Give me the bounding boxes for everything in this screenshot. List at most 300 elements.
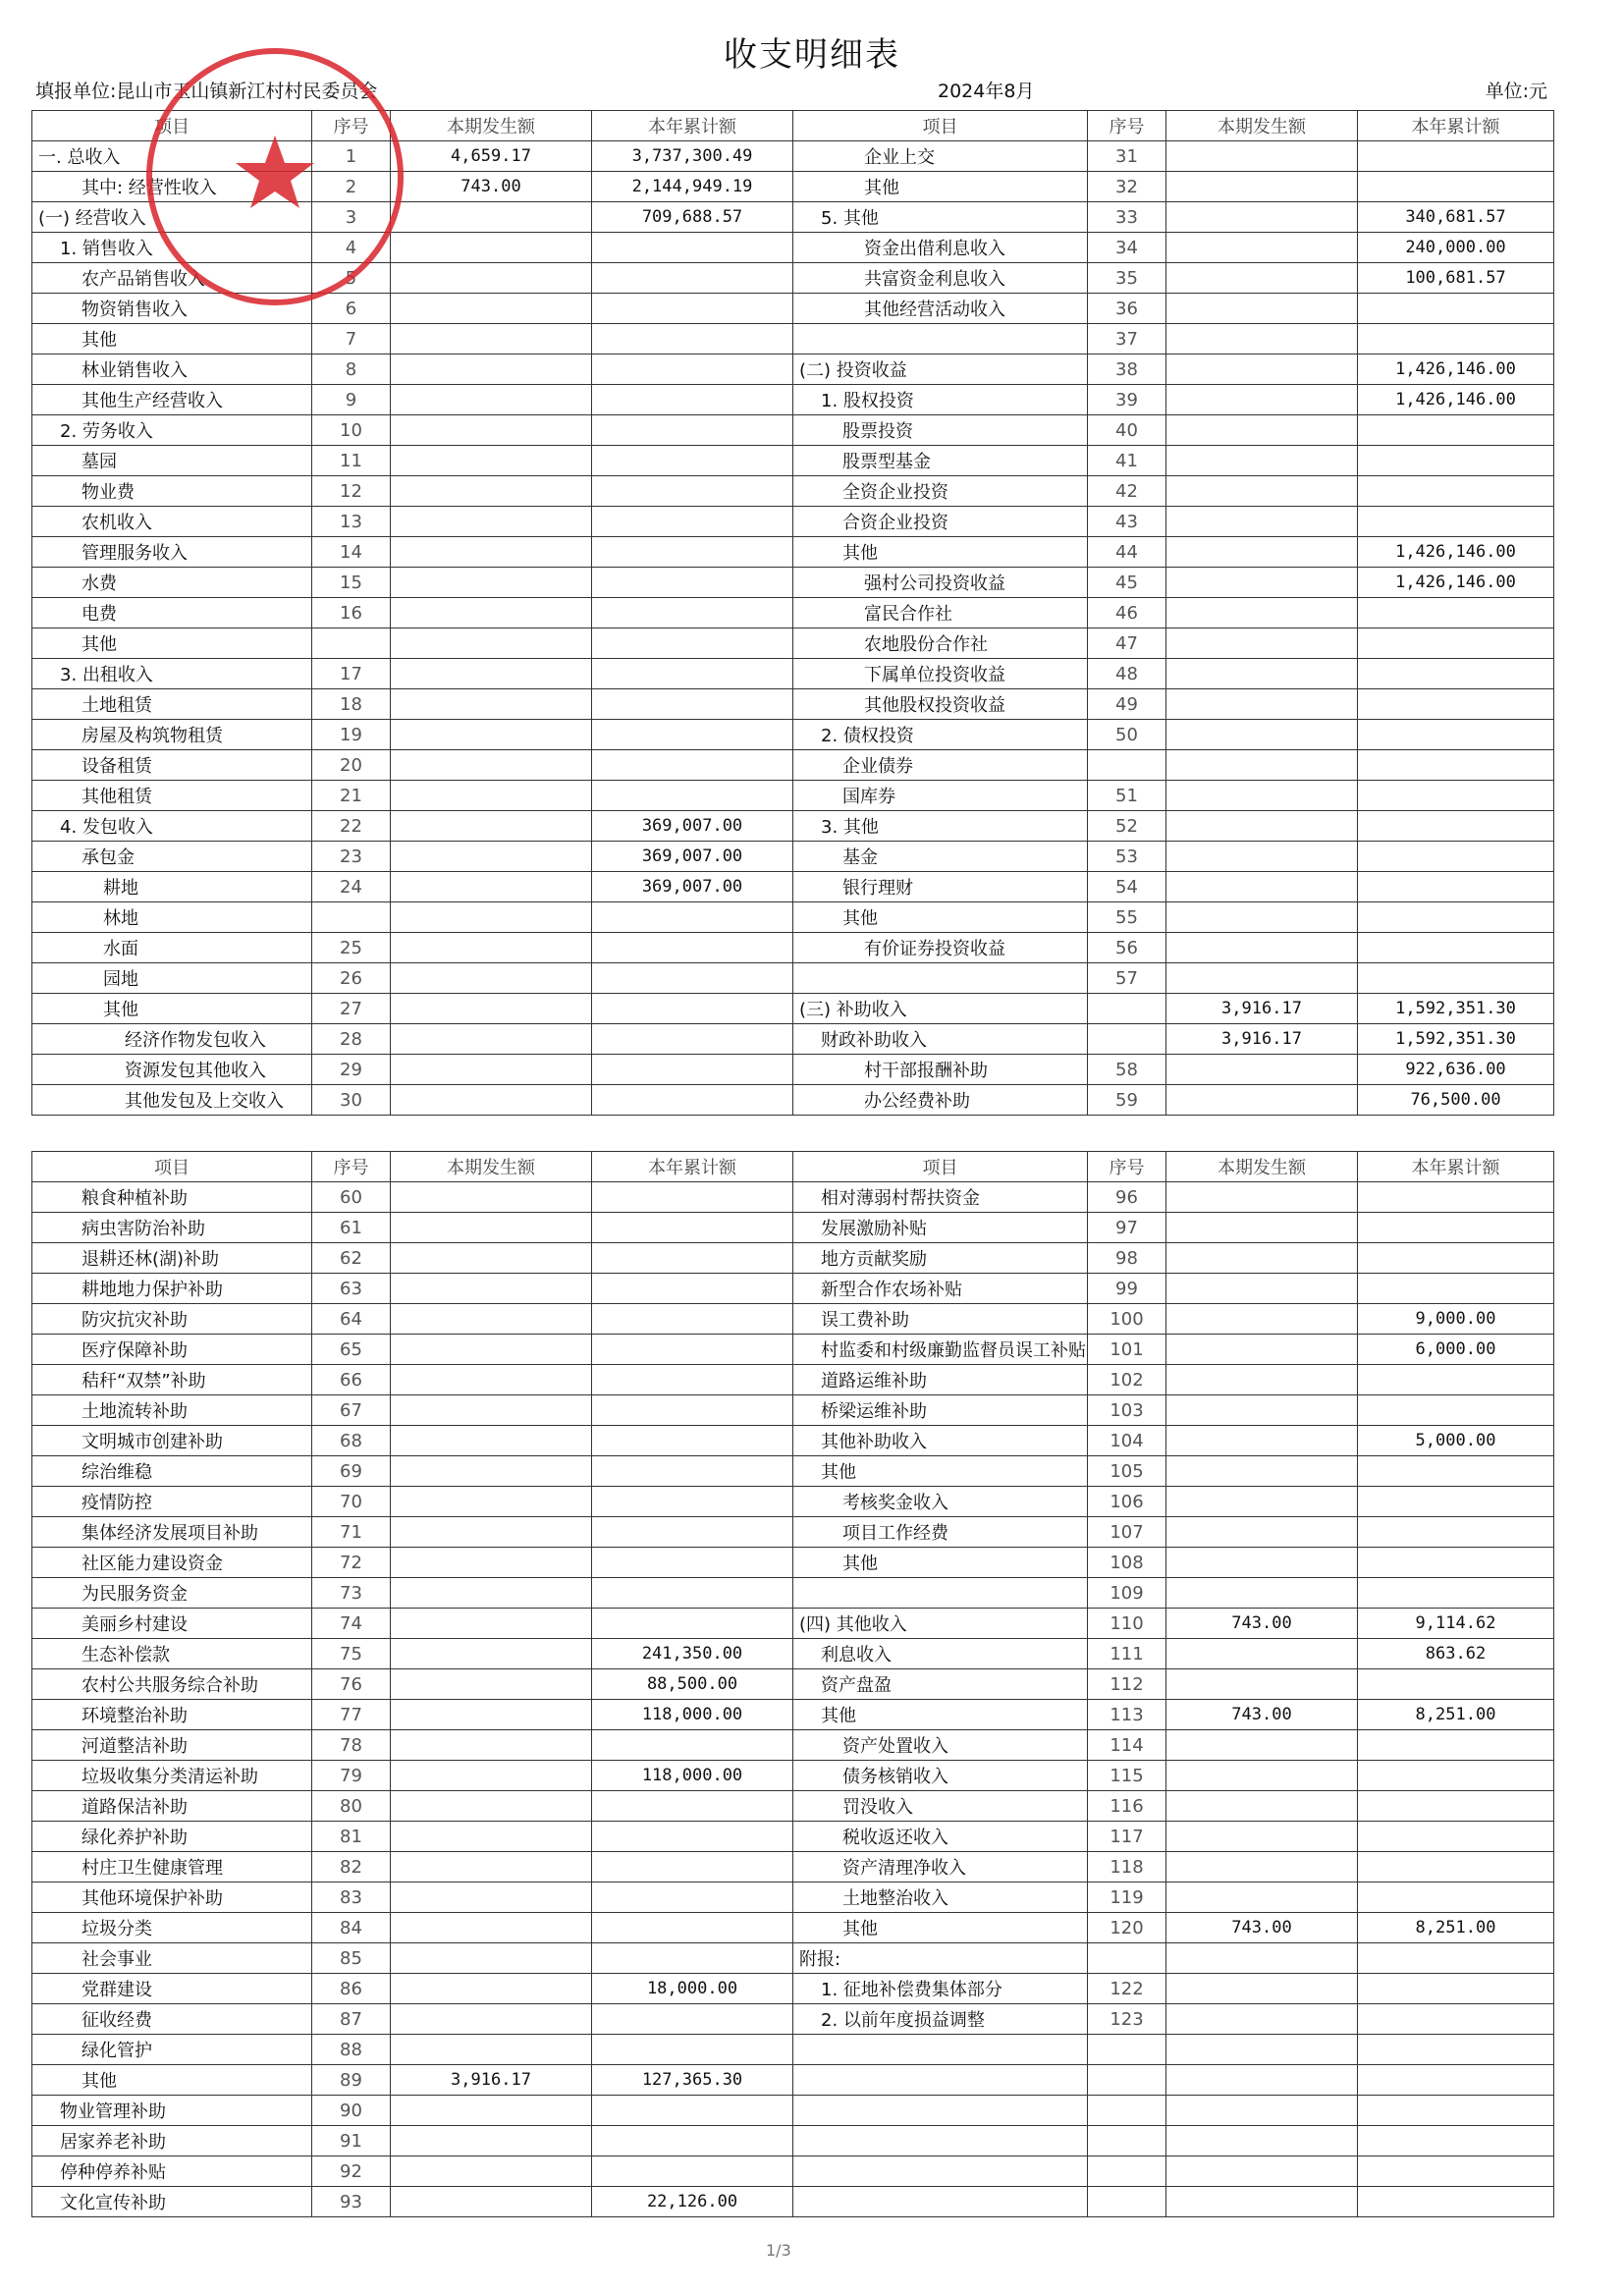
col-ytd-header-right: 本年累计额: [1358, 1152, 1554, 1182]
ytd-amount: [592, 1609, 793, 1639]
current-amount: [391, 1213, 592, 1243]
ytd-amount: [592, 1426, 793, 1456]
current-amount-right: [1166, 1974, 1358, 2004]
ytd-amount-right: [1358, 842, 1554, 872]
seq-number-right: 96: [1088, 1182, 1166, 1213]
ytd-amount-right: 6,000.00: [1358, 1335, 1554, 1365]
current-amount: [391, 1609, 592, 1639]
current-amount: [391, 507, 592, 537]
seq-number: 19: [312, 720, 391, 750]
current-amount-right: [1166, 1274, 1358, 1304]
ytd-amount: [592, 1365, 793, 1395]
item-label: 综治维稳: [32, 1456, 312, 1487]
item-label-right: [793, 1578, 1088, 1609]
item-label: 居家养老补助: [32, 2126, 312, 2156]
current-amount-right: [1166, 1487, 1358, 1517]
current-amount-right: [1166, 233, 1358, 263]
current-amount: [391, 1852, 592, 1883]
item-label: (一) 经营收入: [32, 202, 312, 233]
current-amount-right: [1166, 476, 1358, 507]
current-amount: [391, 994, 592, 1024]
ytd-amount: [592, 2126, 793, 2156]
item-label-right: 股票型基金: [793, 446, 1088, 476]
seq-number: 11: [312, 446, 391, 476]
seq-number-right: 112: [1088, 1669, 1166, 1700]
item-label-right: [793, 2126, 1088, 2156]
item-label: 资源发包其他收入: [32, 1055, 312, 1085]
ytd-amount-right: [1358, 507, 1554, 537]
ytd-amount: [592, 1943, 793, 1974]
seq-number: 23: [312, 842, 391, 872]
current-amount-right: [1166, 2065, 1358, 2096]
seq-number: 92: [312, 2156, 391, 2187]
current-amount-right: [1166, 1517, 1358, 1548]
item-label: 4. 发包收入: [32, 811, 312, 842]
current-amount-right: [1166, 1243, 1358, 1274]
current-amount-right: [1166, 1669, 1358, 1700]
ytd-amount-right: 1,426,146.00: [1358, 537, 1554, 568]
item-label-right: (四) 其他收入: [793, 1609, 1088, 1639]
ytd-amount: 369,007.00: [592, 811, 793, 842]
col-current-header-right: 本期发生额: [1166, 1152, 1358, 1182]
seq-number-right: 35: [1088, 263, 1166, 294]
item-label-right: 村监委和村级廉勤监督员误工补贴: [793, 1335, 1088, 1365]
ytd-amount: [592, 1085, 793, 1116]
seq-number: 4: [312, 233, 391, 263]
current-amount: [391, 2035, 592, 2065]
seq-number: 30: [312, 1085, 391, 1116]
seq-number: 21: [312, 781, 391, 811]
seq-number-right: [1088, 2187, 1166, 2217]
ytd-amount-right: [1358, 659, 1554, 689]
current-amount-right: [1166, 1085, 1358, 1116]
current-amount: [391, 1335, 592, 1365]
ytd-amount: [592, 598, 793, 628]
seq-number-right: 53: [1088, 842, 1166, 872]
current-amount-right: [1166, 2035, 1358, 2065]
current-amount-right: [1166, 1761, 1358, 1791]
item-label: 文明城市创建补助: [32, 1426, 312, 1456]
seq-number-right: 48: [1088, 659, 1166, 689]
seq-number: 7: [312, 324, 391, 355]
item-label: 物资销售收入: [32, 294, 312, 324]
table-row: [32, 750, 1554, 781]
current-amount-right: [1166, 415, 1358, 446]
ytd-amount-right: 1,426,146.00: [1358, 385, 1554, 415]
seq-number: 69: [312, 1456, 391, 1487]
ytd-amount-right: [1358, 172, 1554, 202]
current-amount-right: [1166, 1055, 1358, 1085]
seq-number: [312, 902, 391, 933]
current-amount-right: [1166, 628, 1358, 659]
table-row: [32, 233, 1554, 263]
current-amount: [391, 933, 592, 963]
item-label: 道路保洁补助: [32, 1791, 312, 1822]
ytd-amount-right: [1358, 446, 1554, 476]
item-label: 美丽乡村建设: [32, 1609, 312, 1639]
item-label-right: 其他股权投资收益: [793, 689, 1088, 720]
seq-number-right: 37: [1088, 324, 1166, 355]
seq-number: 6: [312, 294, 391, 324]
table-row: [32, 294, 1554, 324]
current-amount: [391, 537, 592, 568]
item-label: 林业销售收入: [32, 355, 312, 385]
col-ytd-header-right: 本年累计额: [1358, 111, 1554, 141]
current-amount: [391, 2004, 592, 2035]
ytd-amount: [592, 1517, 793, 1548]
item-label-right: 2. 以前年度损益调整: [793, 2004, 1088, 2035]
table-row: [32, 720, 1554, 750]
table-row: [32, 902, 1554, 933]
ytd-amount: [592, 385, 793, 415]
seq-number-right: 110: [1088, 1609, 1166, 1639]
item-label-right: 基金: [793, 842, 1088, 872]
col-item-header: 项目: [32, 111, 312, 141]
table-row: [32, 872, 1554, 902]
seq-number: 12: [312, 476, 391, 507]
seq-number: 93: [312, 2187, 391, 2217]
seq-number-right: 123: [1088, 2004, 1166, 2035]
current-amount-right: [1166, 720, 1358, 750]
item-label: 其他生产经营收入: [32, 385, 312, 415]
col-seq-header: 序号: [312, 111, 391, 141]
item-label-right: 资产盘盈: [793, 1669, 1088, 1700]
table-row: [32, 2035, 1554, 2065]
item-label-right: 下属单位投资收益: [793, 659, 1088, 689]
ytd-amount: 18,000.00: [592, 1974, 793, 2004]
item-label: 病虫害防治补助: [32, 1213, 312, 1243]
item-label: 墓园: [32, 446, 312, 476]
current-amount: [391, 568, 592, 598]
page-title: 收支明细表: [724, 35, 900, 75]
seq-number-right: 59: [1088, 1085, 1166, 1116]
current-amount: [391, 233, 592, 263]
table-row: [32, 446, 1554, 476]
ytd-amount-right: 100,681.57: [1358, 263, 1554, 294]
table-row: [32, 2096, 1554, 2126]
seq-number: 1: [312, 141, 391, 172]
col-seq-header-right: 序号: [1088, 1152, 1166, 1182]
seq-number: 60: [312, 1182, 391, 1213]
current-amount: [391, 446, 592, 476]
table-row: [32, 781, 1554, 811]
current-amount: [391, 598, 592, 628]
current-amount: [391, 1365, 592, 1395]
table-row: [32, 1085, 1554, 1116]
table-row: [32, 1852, 1554, 1883]
item-label: 疫情防控: [32, 1487, 312, 1517]
table-row: [32, 172, 1554, 202]
item-label: 林地: [32, 902, 312, 933]
item-label: 1. 销售收入: [32, 233, 312, 263]
ytd-amount-right: [1358, 628, 1554, 659]
seq-number-right: 54: [1088, 872, 1166, 902]
ytd-amount-right: 5,000.00: [1358, 1426, 1554, 1456]
item-label: 垃圾收集分类清运补助: [32, 1761, 312, 1791]
ytd-amount-right: [1358, 781, 1554, 811]
current-amount-right: [1166, 263, 1358, 294]
ytd-amount-right: [1358, 1852, 1554, 1883]
current-amount-right: 3,916.17: [1166, 1024, 1358, 1055]
ytd-amount: 241,350.00: [592, 1639, 793, 1669]
current-amount-right: [1166, 963, 1358, 994]
current-amount: [391, 2126, 592, 2156]
table-row: [32, 1243, 1554, 1274]
ytd-amount: 369,007.00: [592, 872, 793, 902]
seq-number-right: 41: [1088, 446, 1166, 476]
ytd-amount: 118,000.00: [592, 1761, 793, 1791]
seq-number: 16: [312, 598, 391, 628]
ytd-amount-right: [1358, 2187, 1554, 2217]
current-amount: [391, 1730, 592, 1761]
ytd-amount: [592, 507, 793, 537]
item-label-right: 1. 征地补偿费集体部分: [793, 1974, 1088, 2004]
current-amount: [391, 415, 592, 446]
seq-number: 90: [312, 2096, 391, 2126]
ytd-amount-right: [1358, 1213, 1554, 1243]
seq-number: 88: [312, 2035, 391, 2065]
seq-number: 85: [312, 1943, 391, 1974]
current-amount: [391, 1395, 592, 1426]
seq-number-right: [1088, 1024, 1166, 1055]
current-amount: [391, 1883, 592, 1913]
item-label: 管理服务收入: [32, 537, 312, 568]
ytd-amount-right: [1358, 1274, 1554, 1304]
current-amount: [391, 1791, 592, 1822]
seq-number-right: 102: [1088, 1365, 1166, 1395]
table-row: [32, 628, 1554, 659]
seq-number: 2: [312, 172, 391, 202]
ytd-amount: [592, 2096, 793, 2126]
current-amount: [391, 842, 592, 872]
ytd-amount: [592, 1822, 793, 1852]
seq-number-right: 43: [1088, 507, 1166, 537]
seq-number: 87: [312, 2004, 391, 2035]
col-seq-header-right: 序号: [1088, 111, 1166, 141]
item-label-right: [793, 2065, 1088, 2096]
ytd-amount-right: 340,681.57: [1358, 202, 1554, 233]
table-row: [32, 963, 1554, 994]
table-row: [32, 2004, 1554, 2035]
col-item-header: 项目: [32, 1152, 312, 1182]
seq-number: 79: [312, 1761, 391, 1791]
current-amount-right: [1166, 1852, 1358, 1883]
item-label: 其他发包及上交收入: [32, 1085, 312, 1116]
current-amount: [391, 1274, 592, 1304]
item-label: 垃圾分类: [32, 1913, 312, 1943]
item-label: 绿化养护补助: [32, 1822, 312, 1852]
table-row: [32, 842, 1554, 872]
table-row: [32, 263, 1554, 294]
item-label: 其他: [32, 628, 312, 659]
ytd-amount-right: 9,114.62: [1358, 1609, 1554, 1639]
table-row: [32, 1456, 1554, 1487]
table-row: [32, 2187, 1554, 2217]
current-amount-right: 743.00: [1166, 1609, 1358, 1639]
ytd-amount-right: [1358, 2065, 1554, 2096]
current-amount-right: [1166, 202, 1358, 233]
item-label: 粮食种植补助: [32, 1182, 312, 1213]
current-amount-right: [1166, 1395, 1358, 1426]
current-amount: [391, 355, 592, 385]
seq-number-right: 47: [1088, 628, 1166, 659]
seq-number-right: 111: [1088, 1639, 1166, 1669]
seq-number-right: 115: [1088, 1761, 1166, 1791]
ytd-amount-right: [1358, 963, 1554, 994]
item-label-right: 相对薄弱村帮扶资金: [793, 1182, 1088, 1213]
table-row: [32, 1055, 1554, 1085]
income-detail-table-2: [31, 1151, 1554, 2217]
item-label: 水面: [32, 933, 312, 963]
seq-number: 18: [312, 689, 391, 720]
table-row: [32, 476, 1554, 507]
seq-number-right: [1088, 994, 1166, 1024]
seq-number: 68: [312, 1426, 391, 1456]
current-amount-right: 3,916.17: [1166, 994, 1358, 1024]
seq-number-right: 122: [1088, 1974, 1166, 2004]
table-row: [32, 1578, 1554, 1609]
seq-number-right: 100: [1088, 1304, 1166, 1335]
seq-number: 73: [312, 1578, 391, 1609]
table-row: [32, 1426, 1554, 1456]
ytd-amount: [592, 781, 793, 811]
current-amount: [391, 1024, 592, 1055]
item-label: 其他: [32, 324, 312, 355]
seq-number-right: [1088, 2126, 1166, 2156]
seq-number-right: [1088, 750, 1166, 781]
table-row: [32, 1639, 1554, 1669]
current-amount: [391, 1974, 592, 2004]
item-label-right: 其他: [793, 1456, 1088, 1487]
current-amount: [391, 720, 592, 750]
ytd-amount: 3,737,300.49: [592, 141, 793, 172]
current-amount-right: [1166, 1426, 1358, 1456]
current-amount-right: [1166, 294, 1358, 324]
current-amount: [391, 781, 592, 811]
item-label-right: 桥梁运维补助: [793, 1395, 1088, 1426]
ytd-amount-right: [1358, 1243, 1554, 1274]
seq-number: 72: [312, 1548, 391, 1578]
ytd-amount-right: [1358, 1517, 1554, 1548]
ytd-amount-right: [1358, 2035, 1554, 2065]
table-row: [32, 933, 1554, 963]
col-current-header: 本期发生额: [391, 1152, 592, 1182]
item-label-right: 办公经费补助: [793, 1085, 1088, 1116]
ytd-amount-right: [1358, 933, 1554, 963]
current-amount: [391, 1669, 592, 1700]
current-amount: [391, 202, 592, 233]
seq-number: 82: [312, 1852, 391, 1883]
ytd-amount: [592, 1913, 793, 1943]
item-label: 征收经费: [32, 2004, 312, 2035]
ytd-amount-right: 1,426,146.00: [1358, 355, 1554, 385]
item-label-right: 村干部报酬补助: [793, 1055, 1088, 1085]
item-label: 生态补偿款: [32, 1639, 312, 1669]
current-amount-right: [1166, 1304, 1358, 1335]
seq-number-right: 56: [1088, 933, 1166, 963]
item-label: 农产品销售收入: [32, 263, 312, 294]
item-label: 社会事业: [32, 1943, 312, 1974]
item-label: 为民服务资金: [32, 1578, 312, 1609]
item-label-right: 发展激励补贴: [793, 1213, 1088, 1243]
current-amount: [391, 1085, 592, 1116]
page-number: 1/3: [766, 2241, 791, 2260]
current-amount: [391, 628, 592, 659]
seq-number-right: 106: [1088, 1487, 1166, 1517]
seq-number-right: 51: [1088, 781, 1166, 811]
ytd-amount-right: 76,500.00: [1358, 1085, 1554, 1116]
current-amount-right: [1166, 811, 1358, 842]
current-amount-right: [1166, 324, 1358, 355]
item-label: 经济作物发包收入: [32, 1024, 312, 1055]
seq-number: 25: [312, 933, 391, 963]
current-amount: 743.00: [391, 172, 592, 202]
item-label-right: 其他: [793, 172, 1088, 202]
item-label: 停种停养补贴: [32, 2156, 312, 2187]
item-label-right: 其他: [793, 1548, 1088, 1578]
ytd-amount-right: 1,426,146.00: [1358, 568, 1554, 598]
current-amount-right: [1166, 537, 1358, 568]
seq-number-right: 40: [1088, 415, 1166, 446]
seq-number: 64: [312, 1304, 391, 1335]
item-label-right: 共富资金利息收入: [793, 263, 1088, 294]
ytd-amount-right: 1,592,351.30: [1358, 1024, 1554, 1055]
seq-number: 65: [312, 1335, 391, 1365]
item-label: 其他: [32, 994, 312, 1024]
seq-number-right: 44: [1088, 537, 1166, 568]
seq-number: 75: [312, 1639, 391, 1669]
ytd-amount: [592, 1456, 793, 1487]
item-label-right: 利息收入: [793, 1639, 1088, 1669]
ytd-amount-right: 1,592,351.30: [1358, 994, 1554, 1024]
seq-number-right: 119: [1088, 1883, 1166, 1913]
item-label-right: 误工费补助: [793, 1304, 1088, 1335]
ytd-amount-right: [1358, 1761, 1554, 1791]
table-row: [32, 1791, 1554, 1822]
ytd-amount-right: [1358, 1943, 1554, 1974]
table-row: [32, 507, 1554, 537]
seq-number: [312, 628, 391, 659]
item-label-right: 税收返还收入: [793, 1822, 1088, 1852]
seq-number-right: 32: [1088, 172, 1166, 202]
col-current-header-right: 本期发生额: [1166, 111, 1358, 141]
seq-number: 22: [312, 811, 391, 842]
item-label: 农村公共服务综合补助: [32, 1669, 312, 1700]
ytd-amount-right: 863.62: [1358, 1639, 1554, 1669]
seq-number-right: 108: [1088, 1548, 1166, 1578]
ytd-amount: [592, 1852, 793, 1883]
table-row: [32, 1913, 1554, 1943]
ytd-amount: [592, 476, 793, 507]
item-label-right: [793, 2156, 1088, 2187]
seq-number: 81: [312, 1822, 391, 1852]
item-label: 社区能力建设资金: [32, 1548, 312, 1578]
item-label-right: 全资企业投资: [793, 476, 1088, 507]
seq-number-right: 118: [1088, 1852, 1166, 1883]
current-amount-right: [1166, 568, 1358, 598]
seq-number: 76: [312, 1669, 391, 1700]
seq-number: 74: [312, 1609, 391, 1639]
seq-number-right: 101: [1088, 1335, 1166, 1365]
current-amount: [391, 963, 592, 994]
current-amount: [391, 476, 592, 507]
ytd-amount: [592, 2035, 793, 2065]
table-row: [32, 1822, 1554, 1852]
ytd-amount-right: [1358, 2126, 1554, 2156]
ytd-amount: [592, 1243, 793, 1274]
current-amount: [391, 1548, 592, 1578]
seq-number-right: 36: [1088, 294, 1166, 324]
